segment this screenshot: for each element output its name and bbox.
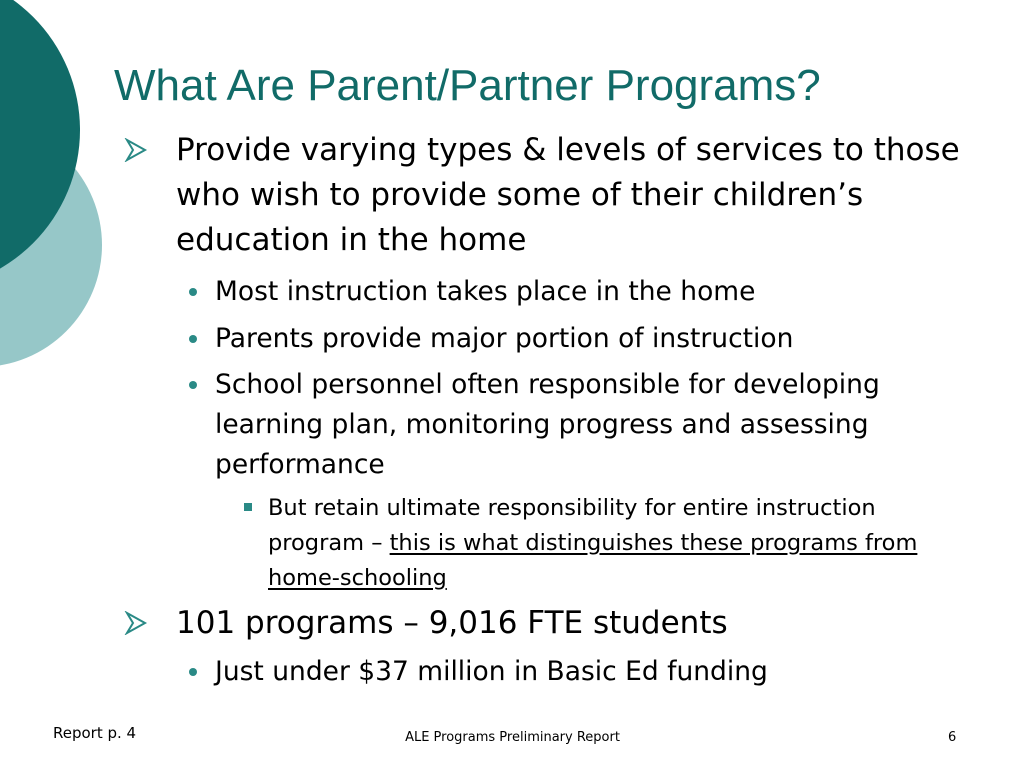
bullet-text: But retain ultimate responsibility for entire instruction program – bbox=[268, 495, 876, 556]
bullet-text: Most instruction takes place in the home bbox=[215, 276, 756, 307]
report-page-reference: Report p. 4 bbox=[53, 724, 137, 742]
bullet-level2 bbox=[215, 652, 995, 692]
bullet-level2 bbox=[215, 319, 995, 359]
round-bullet-icon bbox=[189, 288, 197, 296]
bullet-text: Parents provide major portion of instruction bbox=[215, 323, 794, 354]
bullet-text: School personnel often responsible for developing learning plan, monitoring progress and assessing performance bbox=[215, 369, 880, 480]
bullet-level1 bbox=[176, 601, 996, 646]
bullet-level1 bbox=[176, 128, 996, 263]
arrowhead-bullet-icon bbox=[124, 138, 148, 162]
bullet-text: 101 programs – 9,016 FTE students bbox=[176, 605, 728, 641]
round-bullet-icon bbox=[189, 335, 197, 343]
square-bullet-icon bbox=[244, 503, 252, 511]
bullet-text: Provide varying types & levels of services to those who wish to provide some of their children’s education in the home bbox=[176, 132, 960, 258]
bullet-level2 bbox=[215, 365, 975, 485]
footer-report-title: ALE Programs Preliminary Report bbox=[405, 730, 620, 745]
bullet-level3 bbox=[268, 491, 958, 596]
round-bullet-icon bbox=[189, 668, 197, 676]
slide-title: What Are Parent/Partner Programs? bbox=[114, 61, 821, 110]
bullet-level2 bbox=[215, 272, 995, 312]
emphasis-link-text: this is what distinguishes these programs from home-schooling bbox=[268, 530, 918, 591]
bullet-text: Just under $37 million in Basic Ed funding bbox=[215, 656, 768, 687]
round-bullet-icon bbox=[189, 381, 197, 389]
arrowhead-bullet-icon bbox=[124, 611, 148, 635]
slide-number: 6 bbox=[948, 730, 957, 745]
